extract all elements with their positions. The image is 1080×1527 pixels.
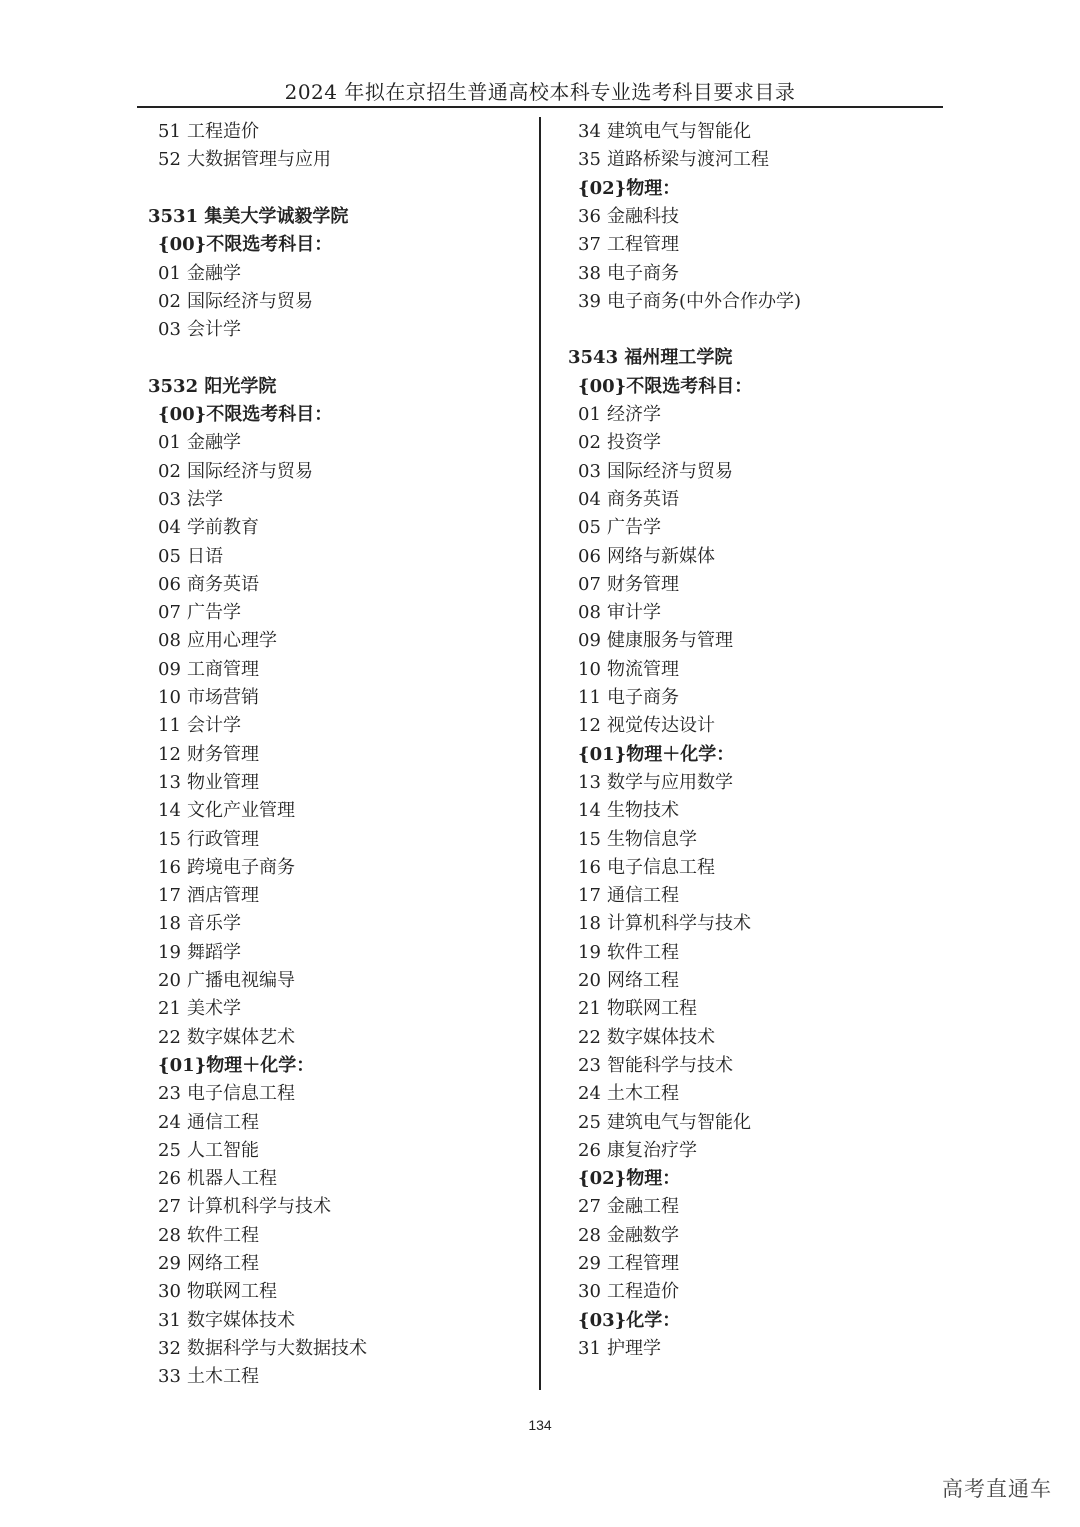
watermark-text: 高考直通车 [942, 1477, 1052, 1501]
major-item [158, 1193, 331, 1221]
major-code: 03 [158, 319, 181, 341]
major-code: 03 [578, 460, 601, 482]
major-name: 电子商务(中外合作办学) [607, 290, 802, 312]
major-code: 15 [578, 828, 601, 850]
major-name: 国际经济与贸易 [187, 460, 313, 482]
major-item [578, 967, 679, 995]
major-name: 电子信息工程 [187, 1083, 295, 1105]
major-item [158, 514, 259, 542]
major-code: 52 [158, 149, 181, 171]
major-item [578, 231, 679, 259]
major-code: 38 [578, 262, 601, 284]
major-code: 28 [158, 1224, 181, 1246]
major-item [578, 1109, 751, 1137]
major-code: 33 [158, 1366, 181, 1388]
major-code: 31 [158, 1309, 181, 1331]
major-name: 物流管理 [607, 658, 679, 680]
major-code: 26 [158, 1168, 181, 1190]
major-name: 网络与新媒体 [607, 545, 715, 567]
major-item [578, 627, 733, 655]
major-name: 大数据管理与应用 [187, 149, 331, 171]
major-item [158, 260, 241, 288]
major-name: 人工智能 [187, 1139, 259, 1161]
major-item [158, 458, 313, 486]
major-code: 32 [158, 1337, 181, 1359]
major-item [158, 826, 259, 854]
major-code: 20 [578, 970, 601, 991]
subject-group-heading: {02}物理： [578, 177, 681, 199]
major-code: 25 [158, 1139, 181, 1161]
major-code: 36 [578, 205, 601, 227]
major-name: 国际经济与贸易 [187, 290, 313, 312]
major-name: 数学与应用数学 [607, 771, 733, 793]
major-name: 应用心理学 [187, 630, 277, 652]
major-item [578, 260, 679, 288]
major-code: 04 [158, 517, 181, 539]
major-name: 数字媒体技术 [187, 1309, 295, 1331]
major-name: 酒店管理 [187, 885, 259, 907]
major-name: 财务管理 [187, 743, 259, 765]
major-code: 25 [578, 1111, 601, 1133]
major-item [158, 910, 241, 938]
major-item [158, 599, 241, 627]
major-item [158, 1307, 295, 1335]
major-item [158, 1080, 295, 1108]
major-code: 01 [158, 262, 181, 284]
major-item [158, 882, 259, 910]
major-item [578, 656, 679, 684]
major-name: 网络工程 [607, 970, 679, 991]
major-name: 商务英语 [607, 488, 679, 510]
major-code: 20 [158, 970, 181, 991]
major-item [578, 571, 679, 599]
major-item [578, 1080, 679, 1108]
major-item [578, 995, 697, 1023]
major-name: 美术学 [187, 998, 241, 1020]
major-item [578, 1335, 661, 1363]
major-code: 30 [158, 1281, 181, 1303]
major-item [578, 826, 697, 854]
major-code: 23 [578, 1054, 601, 1076]
major-code: 31 [578, 1337, 601, 1359]
major-item [578, 1193, 679, 1221]
major-code: 07 [578, 573, 601, 595]
major-item [578, 1024, 715, 1052]
major-name: 康复治疗学 [607, 1139, 697, 1161]
major-name: 审计学 [607, 602, 661, 624]
major-item [158, 1278, 277, 1306]
major-item [578, 203, 679, 231]
major-name: 软件工程 [607, 941, 679, 963]
major-name: 行政管理 [187, 828, 259, 850]
major-item [158, 656, 259, 684]
major-name: 土木工程 [607, 1083, 679, 1105]
major-name: 机器人工程 [187, 1168, 277, 1190]
major-code: 14 [578, 800, 601, 822]
major-name: 经济学 [607, 404, 661, 425]
major-item [158, 712, 241, 740]
major-code: 13 [578, 771, 601, 793]
major-item [158, 316, 241, 344]
major-item [158, 854, 295, 882]
major-code: 18 [578, 913, 601, 935]
major-item [578, 429, 661, 457]
major-item [578, 486, 679, 514]
major-name: 道路桥梁与渡河工程 [607, 149, 769, 171]
major-code: 29 [158, 1253, 181, 1274]
major-code: 08 [158, 630, 181, 652]
major-code: 10 [158, 687, 181, 708]
major-name: 会计学 [187, 319, 241, 341]
major-name: 数字媒体艺术 [187, 1026, 295, 1048]
major-item [158, 1109, 259, 1137]
major-item [158, 1137, 259, 1165]
major-code: 11 [158, 715, 181, 737]
major-name: 计算机科学与技术 [607, 913, 751, 935]
major-code: 04 [578, 488, 601, 510]
major-code: 14 [158, 800, 181, 822]
major-name: 电子信息工程 [607, 856, 715, 878]
header-rule [137, 106, 943, 108]
major-code: 01 [158, 432, 181, 454]
major-code: 19 [578, 941, 601, 963]
major-item [578, 146, 769, 174]
major-item [578, 1052, 733, 1080]
major-item [158, 429, 241, 457]
subject-group-heading: {00}不限选考科目： [158, 234, 333, 256]
major-code: 21 [578, 998, 601, 1020]
major-code: 30 [578, 1281, 601, 1303]
major-name: 法学 [187, 488, 223, 510]
school-name: 阳光学院 [204, 375, 277, 397]
major-item [158, 288, 313, 316]
major-code: 27 [578, 1196, 601, 1218]
major-item [578, 797, 679, 825]
column-divider [539, 117, 541, 1390]
major-code: 51 [158, 121, 181, 142]
major-name: 智能科学与技术 [607, 1054, 733, 1076]
major-item [578, 1278, 679, 1306]
school-code: 3543 [568, 347, 619, 369]
major-code: 26 [578, 1139, 601, 1161]
major-item [578, 854, 715, 882]
school-name: 集美大学诚毅学院 [204, 205, 349, 227]
major-name: 通信工程 [187, 1111, 259, 1133]
major-item [578, 684, 679, 712]
major-code: 21 [158, 998, 181, 1020]
major-item [578, 1137, 697, 1165]
major-item [158, 1335, 367, 1363]
major-name: 跨境电子商务 [187, 856, 295, 878]
major-name: 工商管理 [187, 658, 259, 680]
major-name: 物联网工程 [607, 998, 697, 1020]
major-name: 物联网工程 [187, 1281, 277, 1303]
major-name: 投资学 [607, 432, 661, 454]
major-item [158, 741, 259, 769]
major-code: 11 [578, 687, 601, 708]
major-name: 国际经济与贸易 [607, 460, 733, 482]
major-code: 12 [578, 715, 601, 737]
major-code: 29 [578, 1253, 601, 1274]
major-code: 08 [578, 602, 601, 624]
major-name: 健康服务与管理 [607, 630, 733, 652]
major-name: 会计学 [187, 715, 241, 737]
major-item [578, 514, 661, 542]
school-code: 3532 [148, 375, 199, 397]
major-code: 22 [158, 1026, 181, 1048]
major-name: 财务管理 [607, 573, 679, 595]
major-code: 18 [158, 913, 181, 935]
major-name: 通信工程 [607, 885, 679, 907]
major-code: 05 [578, 517, 601, 539]
major-code: 10 [578, 658, 601, 680]
major-code: 28 [578, 1224, 601, 1246]
major-code: 13 [158, 771, 181, 793]
major-name: 计算机科学与技术 [187, 1196, 331, 1218]
major-name: 生物技术 [607, 800, 679, 822]
major-code: 39 [578, 290, 601, 312]
major-code: 17 [578, 885, 601, 907]
subject-group-heading: {01}物理＋化学： [158, 1054, 315, 1076]
major-name: 金融科技 [607, 205, 679, 227]
major-name: 软件工程 [187, 1224, 259, 1246]
major-code: 37 [578, 234, 601, 256]
major-code: 19 [158, 941, 181, 963]
major-item [158, 967, 295, 995]
major-code: 17 [158, 885, 181, 907]
school-heading [148, 373, 276, 401]
major-code: 05 [158, 545, 181, 567]
major-name: 市场营销 [187, 687, 259, 708]
major-name: 广播电视编导 [187, 970, 295, 991]
major-name: 护理学 [607, 1337, 661, 1359]
major-code: 09 [158, 658, 181, 680]
major-item [158, 118, 259, 146]
major-name: 工程管理 [607, 1253, 679, 1274]
major-item [158, 486, 223, 514]
major-code: 16 [158, 856, 181, 878]
major-item [158, 571, 259, 599]
major-item [158, 543, 223, 571]
major-name: 土木工程 [187, 1366, 259, 1388]
major-name: 电子商务 [607, 262, 679, 284]
major-item [158, 684, 259, 712]
major-item [578, 599, 661, 627]
major-item [578, 882, 679, 910]
major-item [158, 1165, 277, 1193]
major-name: 音乐学 [187, 913, 241, 935]
school-code: 3531 [148, 205, 199, 227]
major-code: 12 [158, 743, 181, 765]
major-item [578, 401, 661, 429]
subject-group-heading: {02}物理： [578, 1168, 681, 1190]
major-name: 数据科学与大数据技术 [187, 1337, 367, 1359]
major-code: 03 [158, 488, 181, 510]
major-item [578, 769, 733, 797]
major-name: 工程造价 [187, 121, 259, 142]
major-item [578, 288, 801, 316]
major-item [578, 458, 733, 486]
major-code: 01 [578, 404, 601, 425]
major-item [578, 939, 679, 967]
major-item [158, 797, 295, 825]
major-code: 02 [158, 290, 181, 312]
school-heading [568, 344, 732, 372]
major-name: 建筑电气与智能化 [607, 121, 751, 142]
major-code: 22 [578, 1026, 601, 1048]
major-code: 06 [158, 573, 181, 595]
major-code: 34 [578, 121, 601, 142]
major-name: 商务英语 [187, 573, 259, 595]
major-code: 23 [158, 1083, 181, 1105]
major-name: 工程造价 [607, 1281, 679, 1303]
subject-group-heading: {00}不限选考科目： [578, 375, 753, 397]
school-name: 福州理工学院 [624, 347, 733, 369]
major-name: 建筑电气与智能化 [607, 1111, 751, 1133]
major-item [158, 1250, 259, 1278]
major-name: 网络工程 [187, 1253, 259, 1274]
major-code: 06 [578, 545, 601, 567]
major-name: 金融学 [187, 262, 241, 284]
major-item [158, 1222, 259, 1250]
major-item [158, 939, 241, 967]
major-item [158, 1363, 259, 1391]
major-item [578, 118, 751, 146]
major-code: 35 [578, 149, 601, 171]
major-name: 舞蹈学 [187, 941, 241, 963]
major-item [578, 1222, 679, 1250]
major-item [158, 769, 259, 797]
major-name: 数字媒体技术 [607, 1026, 715, 1048]
major-item [578, 543, 715, 571]
major-name: 学前教育 [187, 517, 259, 539]
subject-group-heading: {01}物理＋化学： [578, 743, 735, 765]
major-item [578, 910, 751, 938]
major-code: 24 [158, 1111, 181, 1133]
major-name: 视觉传达设计 [607, 715, 715, 737]
subject-group-heading: {00}不限选考科目： [158, 404, 333, 425]
major-item [158, 146, 331, 174]
major-name: 金融学 [187, 432, 241, 454]
page-number: 134 [528, 1417, 552, 1433]
major-name: 广告学 [187, 602, 241, 624]
major-name: 日语 [187, 545, 223, 567]
major-item [158, 1024, 295, 1052]
major-code: 15 [158, 828, 181, 850]
subject-group-heading: {03}化学： [578, 1309, 681, 1331]
major-name: 生物信息学 [607, 828, 697, 850]
major-code: 02 [578, 432, 601, 454]
major-code: 02 [158, 460, 181, 482]
major-name: 金融数学 [607, 1224, 679, 1246]
major-item [578, 1250, 679, 1278]
major-item [578, 712, 715, 740]
major-item [158, 995, 241, 1023]
major-name: 物业管理 [187, 771, 259, 793]
page-header-title: 2024 年拟在京招生普通高校本科专业选考科目要求目录 [284, 80, 796, 104]
major-name: 工程管理 [607, 234, 679, 256]
major-code: 27 [158, 1196, 181, 1218]
major-code: 16 [578, 856, 601, 878]
major-code: 07 [158, 602, 181, 624]
school-heading [148, 203, 348, 231]
major-name: 广告学 [607, 517, 661, 539]
major-name: 文化产业管理 [187, 800, 295, 822]
major-code: 09 [578, 630, 601, 652]
major-code: 24 [578, 1083, 601, 1105]
major-name: 金融工程 [607, 1196, 679, 1218]
major-item [158, 627, 277, 655]
major-name: 电子商务 [607, 687, 679, 708]
